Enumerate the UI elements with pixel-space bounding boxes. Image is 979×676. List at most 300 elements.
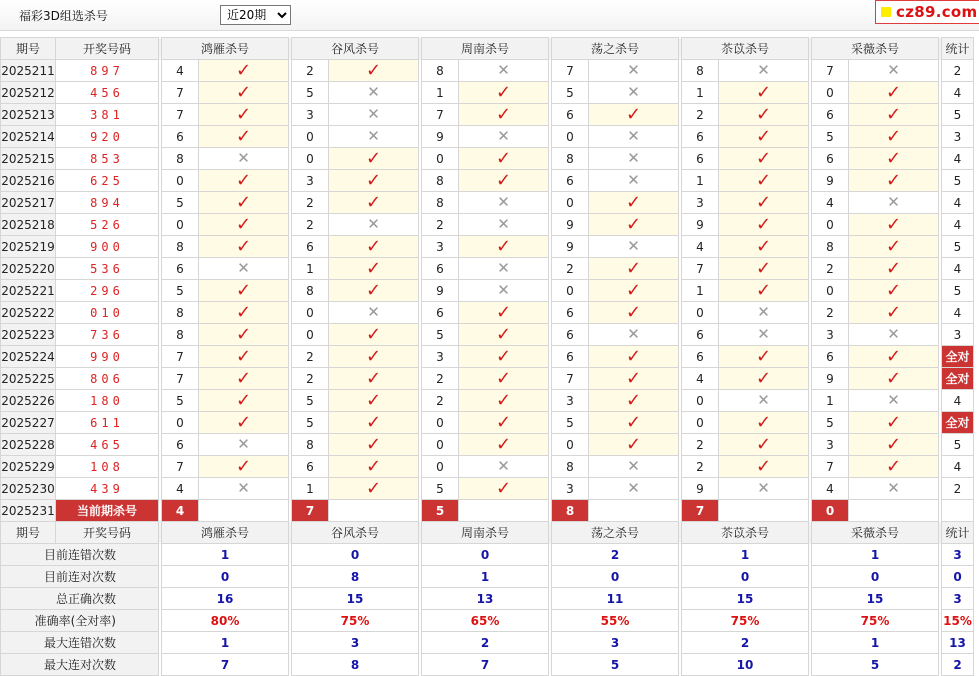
- result-cell: [199, 434, 289, 456]
- current-stat-blank: [942, 500, 974, 522]
- cross-icon: ✕: [237, 435, 250, 453]
- cross-icon: ✕: [497, 215, 510, 233]
- result-cell: [849, 82, 939, 104]
- kill-number: 3: [292, 170, 329, 192]
- header-stat: 统计: [942, 522, 974, 544]
- stat-cell: 5: [942, 236, 974, 258]
- result-cell: [719, 214, 809, 236]
- kill-number: 0: [162, 412, 199, 434]
- current-blank: [329, 500, 419, 522]
- current-blank: [719, 500, 809, 522]
- check-icon: ✓: [885, 433, 902, 455]
- result-cell: [329, 214, 419, 236]
- kill-number: 2: [292, 192, 329, 214]
- check-icon: ✓: [885, 411, 902, 433]
- check-icon: ✓: [755, 367, 772, 389]
- kill-number: 1: [682, 280, 719, 302]
- result-cell: [199, 302, 289, 324]
- kill-number: 1: [682, 170, 719, 192]
- summary-label: 最大连对次数: [1, 654, 159, 676]
- summary-value: 1: [812, 544, 939, 566]
- summary-value: 80%: [162, 610, 289, 632]
- kill-number: 0: [812, 214, 849, 236]
- summary-value: 0: [422, 544, 549, 566]
- result-cell: [719, 170, 809, 192]
- check-icon: ✓: [885, 169, 902, 191]
- kill-number-table: [0, 37, 974, 676]
- kill-number: 3: [812, 434, 849, 456]
- result-cell: [589, 368, 679, 390]
- cross-icon: ✕: [497, 281, 510, 299]
- result-cell: [719, 60, 809, 82]
- check-icon: ✓: [365, 147, 382, 169]
- check-icon: ✓: [625, 411, 642, 433]
- kill-number: 8: [422, 60, 459, 82]
- check-icon: ✓: [755, 235, 772, 257]
- result-cell: [459, 258, 549, 280]
- result-cell: [329, 170, 419, 192]
- issue-cell: 2025212: [1, 82, 56, 104]
- result-cell: [329, 434, 419, 456]
- summary-row: [1, 610, 974, 632]
- issue-cell: 2025230: [1, 478, 56, 500]
- winning-numbers: 806: [56, 368, 159, 390]
- summary-value: 7: [162, 654, 289, 676]
- kill-number: 0: [422, 148, 459, 170]
- result-cell: [459, 280, 549, 302]
- kill-number: 9: [422, 126, 459, 148]
- kill-number: 6: [552, 170, 589, 192]
- summary-value: 3: [292, 632, 419, 654]
- kill-number: 6: [682, 324, 719, 346]
- result-cell: [849, 280, 939, 302]
- summary-stat: 2: [942, 654, 974, 676]
- result-cell: [589, 346, 679, 368]
- kill-number: 7: [422, 104, 459, 126]
- result-cell: [849, 192, 939, 214]
- check-icon: ✓: [885, 301, 902, 323]
- kill-number: 0: [812, 82, 849, 104]
- cross-icon: ✕: [627, 127, 640, 145]
- winning-numbers: 897: [56, 60, 159, 82]
- check-icon: ✓: [885, 147, 902, 169]
- result-cell: [849, 324, 939, 346]
- result-cell: [589, 434, 679, 456]
- full-correct-badge: 全对: [942, 412, 974, 434]
- issue-cell: 2025213: [1, 104, 56, 126]
- kill-number: 8: [422, 192, 459, 214]
- check-icon: ✓: [495, 169, 512, 191]
- site-logo[interactable]: [875, 0, 979, 24]
- check-icon: ✓: [885, 125, 902, 147]
- summary-value: 75%: [682, 610, 809, 632]
- kill-number: 1: [682, 82, 719, 104]
- table-header: [1, 38, 974, 60]
- result-cell: [719, 324, 809, 346]
- header-expert: 鸿雁杀号: [162, 38, 289, 60]
- summary-value: 1: [162, 632, 289, 654]
- period-select[interactable]: [220, 5, 291, 25]
- check-icon: ✓: [755, 257, 772, 279]
- result-cell: [719, 478, 809, 500]
- kill-number: 6: [552, 324, 589, 346]
- issue-cell: 2025226: [1, 390, 56, 412]
- table-row: [1, 368, 974, 390]
- cross-icon: ✕: [237, 259, 250, 277]
- winning-numbers: 900: [56, 236, 159, 258]
- check-icon: ✓: [365, 455, 382, 477]
- summary-row: [1, 544, 974, 566]
- cross-icon: ✕: [757, 303, 770, 321]
- result-cell: [589, 192, 679, 214]
- result-cell: [199, 82, 289, 104]
- result-cell: [849, 390, 939, 412]
- kill-number: 8: [162, 148, 199, 170]
- stat-cell: 4: [942, 192, 974, 214]
- result-cell: [329, 126, 419, 148]
- summary-value: 75%: [292, 610, 419, 632]
- result-cell: [849, 214, 939, 236]
- kill-number: 0: [682, 412, 719, 434]
- check-icon: ✓: [365, 279, 382, 301]
- cross-icon: ✕: [497, 61, 510, 79]
- kill-number: 6: [552, 302, 589, 324]
- winning-numbers: 010: [56, 302, 159, 324]
- page-title: 福彩3D组选杀号: [19, 9, 108, 23]
- summary-row: [1, 588, 974, 610]
- stat-cell: 4: [942, 258, 974, 280]
- result-cell: [199, 346, 289, 368]
- summary-value: 75%: [812, 610, 939, 632]
- kill-number: 8: [422, 170, 459, 192]
- check-icon: ✓: [625, 279, 642, 301]
- kill-number: 2: [422, 214, 459, 236]
- cross-icon: ✕: [887, 479, 900, 497]
- issue-cell: 2025227: [1, 412, 56, 434]
- issue-cell: 2025220: [1, 258, 56, 280]
- kill-number: 5: [422, 478, 459, 500]
- issue-cell: 2025218: [1, 214, 56, 236]
- kill-number: 4: [682, 236, 719, 258]
- result-cell: [199, 258, 289, 280]
- check-icon: ✓: [235, 81, 252, 103]
- kill-number: 5: [812, 412, 849, 434]
- summary-label: 总正确次数: [1, 588, 159, 610]
- kill-number: 4: [812, 478, 849, 500]
- winning-numbers: 526: [56, 214, 159, 236]
- result-cell: [199, 324, 289, 346]
- kill-number: 6: [552, 346, 589, 368]
- kill-number: 7: [162, 104, 199, 126]
- result-cell: [589, 456, 679, 478]
- result-cell: [849, 302, 939, 324]
- kill-number: 2: [812, 302, 849, 324]
- result-cell: [719, 456, 809, 478]
- table-row: [1, 192, 974, 214]
- check-icon: ✓: [365, 169, 382, 191]
- cross-icon: ✕: [627, 457, 640, 475]
- kill-number: 6: [292, 236, 329, 258]
- header-expert: 谷风杀号: [292, 38, 419, 60]
- cross-icon: ✕: [497, 127, 510, 145]
- cross-icon: ✕: [627, 171, 640, 189]
- winning-numbers: 736: [56, 324, 159, 346]
- result-cell: [199, 214, 289, 236]
- cross-icon: ✕: [497, 259, 510, 277]
- kill-number: 0: [162, 214, 199, 236]
- check-icon: ✓: [885, 235, 902, 257]
- result-cell: [719, 126, 809, 148]
- current-blank: [199, 500, 289, 522]
- check-icon: ✓: [885, 213, 902, 235]
- result-cell: [459, 170, 549, 192]
- summary-value: 5: [812, 654, 939, 676]
- header-issue: 期号: [1, 38, 56, 60]
- check-icon: ✓: [365, 235, 382, 257]
- result-cell: [329, 82, 419, 104]
- kill-number: 1: [292, 258, 329, 280]
- summary-value: 8: [292, 566, 419, 588]
- result-cell: [719, 104, 809, 126]
- summary-value: 2: [422, 632, 549, 654]
- kill-number: 8: [682, 60, 719, 82]
- kill-number: 6: [682, 148, 719, 170]
- table-row: [1, 82, 974, 104]
- current-kill-number: 5: [422, 500, 459, 522]
- result-cell: [719, 236, 809, 258]
- cross-icon: ✕: [757, 325, 770, 343]
- result-cell: [199, 456, 289, 478]
- result-cell: [459, 412, 549, 434]
- check-icon: ✓: [755, 433, 772, 455]
- result-cell: [329, 280, 419, 302]
- kill-number: 3: [552, 390, 589, 412]
- check-icon: ✓: [235, 235, 252, 257]
- kill-number: 0: [292, 324, 329, 346]
- result-cell: [849, 258, 939, 280]
- header-numbers: 开奖号码: [56, 38, 159, 60]
- kill-number: 7: [812, 60, 849, 82]
- current-kill-number: 7: [682, 500, 719, 522]
- result-cell: [329, 456, 419, 478]
- winning-numbers: 894: [56, 192, 159, 214]
- result-cell: [719, 390, 809, 412]
- result-cell: [329, 346, 419, 368]
- kill-number: 2: [682, 456, 719, 478]
- cross-icon: ✕: [887, 193, 900, 211]
- check-icon: ✓: [885, 103, 902, 125]
- result-cell: [459, 148, 549, 170]
- header-expert: 鸿雁杀号: [162, 522, 289, 544]
- kill-number: 4: [812, 192, 849, 214]
- cross-icon: ✕: [887, 391, 900, 409]
- kill-number: 6: [422, 302, 459, 324]
- winning-numbers: 439: [56, 478, 159, 500]
- cross-icon: ✕: [367, 303, 380, 321]
- current-kill-number: 8: [552, 500, 589, 522]
- check-icon: ✓: [625, 345, 642, 367]
- result-cell: [329, 148, 419, 170]
- result-cell: [849, 346, 939, 368]
- result-cell: [849, 412, 939, 434]
- issue-cell: 2025211: [1, 60, 56, 82]
- kill-number: 0: [422, 434, 459, 456]
- check-icon: ✓: [365, 477, 382, 499]
- kill-number: 0: [292, 126, 329, 148]
- result-cell: [589, 104, 679, 126]
- winning-numbers: 920: [56, 126, 159, 148]
- summary-value: 0: [162, 566, 289, 588]
- stat-cell: 4: [942, 456, 974, 478]
- result-cell: [589, 302, 679, 324]
- kill-number: 8: [162, 302, 199, 324]
- kill-number: 8: [812, 236, 849, 258]
- check-icon: ✓: [495, 103, 512, 125]
- check-icon: ✓: [625, 213, 642, 235]
- header-expert: 周南杀号: [422, 38, 549, 60]
- kill-number: 5: [552, 412, 589, 434]
- kill-number: 8: [292, 434, 329, 456]
- kill-number: 3: [422, 346, 459, 368]
- result-cell: [199, 412, 289, 434]
- summary-value: 1: [162, 544, 289, 566]
- result-cell: [849, 456, 939, 478]
- issue-cell: 2025221: [1, 280, 56, 302]
- summary-stat: 3: [942, 544, 974, 566]
- cross-icon: ✕: [757, 479, 770, 497]
- top-bar: [0, 0, 979, 31]
- kill-number: 2: [422, 390, 459, 412]
- result-cell: [589, 126, 679, 148]
- summary-stat: 3: [942, 588, 974, 610]
- current-blank: [589, 500, 679, 522]
- kill-number: 5: [292, 82, 329, 104]
- kill-number: 2: [292, 368, 329, 390]
- result-cell: [849, 170, 939, 192]
- header-expert: 荡之杀号: [552, 38, 679, 60]
- kill-number: 6: [682, 346, 719, 368]
- check-icon: ✓: [365, 411, 382, 433]
- current-period-row: [1, 500, 974, 522]
- issue-cell: 2025229: [1, 456, 56, 478]
- summary-label: 最大连错次数: [1, 632, 159, 654]
- table-row: [1, 126, 974, 148]
- result-cell: [459, 456, 549, 478]
- check-icon: ✓: [235, 213, 252, 235]
- check-icon: ✓: [235, 389, 252, 411]
- stat-cell: 2: [942, 478, 974, 500]
- summary-value: 1: [422, 566, 549, 588]
- table-row: [1, 456, 974, 478]
- result-cell: [459, 368, 549, 390]
- check-icon: ✓: [885, 455, 902, 477]
- table-row: [1, 346, 974, 368]
- table-row: [1, 412, 974, 434]
- issue-cell: 2025224: [1, 346, 56, 368]
- stat-cell: 5: [942, 104, 974, 126]
- check-icon: ✓: [625, 301, 642, 323]
- issue-cell: 2025222: [1, 302, 56, 324]
- kill-number: 2: [552, 258, 589, 280]
- current-issue: 2025231: [1, 500, 56, 522]
- check-icon: ✓: [365, 323, 382, 345]
- header-stat: 统计: [942, 38, 974, 60]
- summary-value: 0: [552, 566, 679, 588]
- result-cell: [589, 390, 679, 412]
- summary-value: 16: [162, 588, 289, 610]
- kill-number: 6: [812, 346, 849, 368]
- result-cell: [459, 126, 549, 148]
- issue-cell: 2025215: [1, 148, 56, 170]
- result-cell: [459, 192, 549, 214]
- issue-cell: 2025217: [1, 192, 56, 214]
- check-icon: ✓: [365, 59, 382, 81]
- cross-icon: ✕: [237, 479, 250, 497]
- check-icon: ✓: [495, 389, 512, 411]
- check-icon: ✓: [235, 367, 252, 389]
- result-cell: [719, 346, 809, 368]
- kill-number: 5: [292, 390, 329, 412]
- kill-number: 1: [422, 82, 459, 104]
- check-icon: ✓: [755, 213, 772, 235]
- kill-number: 6: [162, 434, 199, 456]
- check-icon: ✓: [365, 345, 382, 367]
- kill-number: 7: [162, 456, 199, 478]
- result-cell: [329, 390, 419, 412]
- kill-number: 2: [292, 60, 329, 82]
- header-numbers: 开奖号码: [56, 522, 159, 544]
- kill-number: 6: [682, 126, 719, 148]
- winning-numbers: 853: [56, 148, 159, 170]
- kill-number: 9: [812, 170, 849, 192]
- table-row: [1, 104, 974, 126]
- result-cell: [589, 170, 679, 192]
- table-row: [1, 324, 974, 346]
- cross-icon: ✕: [367, 127, 380, 145]
- kill-number: 1: [812, 390, 849, 412]
- result-cell: [329, 104, 419, 126]
- summary-value: 0: [292, 544, 419, 566]
- result-cell: [329, 412, 419, 434]
- stat-cell: 4: [942, 148, 974, 170]
- summary-value: 13: [422, 588, 549, 610]
- check-icon: ✓: [755, 103, 772, 125]
- result-cell: [329, 478, 419, 500]
- check-icon: ✓: [495, 477, 512, 499]
- kill-number: 8: [292, 280, 329, 302]
- cross-icon: ✕: [627, 61, 640, 79]
- kill-number: 0: [552, 280, 589, 302]
- check-icon: ✓: [235, 279, 252, 301]
- result-cell: [329, 236, 419, 258]
- issue-cell: 2025228: [1, 434, 56, 456]
- kill-number: 1: [292, 478, 329, 500]
- result-cell: [589, 236, 679, 258]
- table-row: [1, 236, 974, 258]
- header-expert: 采薇杀号: [812, 522, 939, 544]
- kill-number: 6: [422, 258, 459, 280]
- kill-number: 9: [682, 214, 719, 236]
- result-cell: [329, 258, 419, 280]
- kill-number: 4: [162, 478, 199, 500]
- result-cell: [459, 82, 549, 104]
- cross-icon: ✕: [757, 61, 770, 79]
- summary-stat: 13: [942, 632, 974, 654]
- issue-cell: 2025223: [1, 324, 56, 346]
- summary-value: 3: [552, 632, 679, 654]
- check-icon: ✓: [365, 257, 382, 279]
- check-icon: ✓: [625, 103, 642, 125]
